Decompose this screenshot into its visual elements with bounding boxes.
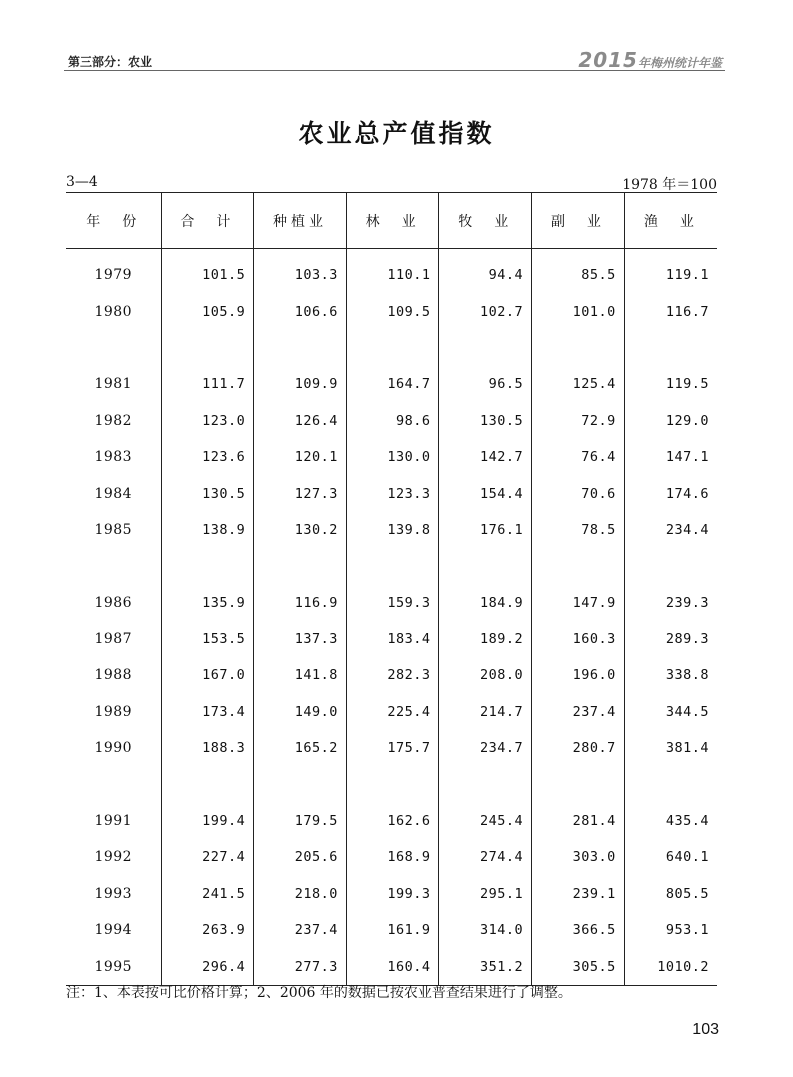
table-row: [66, 730, 717, 766]
table-row: [66, 475, 717, 511]
spacer-cell: [439, 330, 532, 366]
value-cell: 295.1: [439, 876, 532, 912]
table-row: [66, 621, 717, 657]
table-row: [66, 912, 717, 948]
value-cell: 160.4: [346, 948, 439, 985]
header-livestock: 牧 业: [439, 193, 532, 249]
value-cell: 282.3: [346, 657, 439, 693]
value-cell: 953.1: [624, 912, 717, 948]
value-cell: 130.2: [254, 512, 347, 548]
spacer-cell: [161, 548, 254, 584]
value-cell: 184.9: [439, 585, 532, 621]
index-table: [66, 192, 717, 986]
value-cell: 164.7: [346, 366, 439, 402]
value-cell: 123.6: [161, 439, 254, 475]
year-cell: 1985: [94, 521, 133, 538]
yearbook-name: 年梅州统计年鉴: [637, 56, 722, 70]
table-row: [66, 366, 717, 402]
value-cell: 241.5: [161, 876, 254, 912]
value-cell: 289.3: [624, 621, 717, 657]
value-cell: 239.3: [624, 585, 717, 621]
value-cell: 142.7: [439, 439, 532, 475]
value-cell: 130.0: [346, 439, 439, 475]
value-cell: 101.0: [532, 293, 625, 329]
value-cell: 153.5: [161, 621, 254, 657]
value-cell: 167.0: [161, 657, 254, 693]
value-cell: 106.6: [254, 293, 347, 329]
value-cell: 305.5: [532, 948, 625, 985]
group-spacer-row: [66, 766, 717, 802]
value-cell: 161.9: [346, 912, 439, 948]
year-cell: 1987: [94, 631, 133, 648]
spacer-cell: [439, 766, 532, 802]
value-cell: 139.8: [346, 512, 439, 548]
value-cell: 105.9: [161, 293, 254, 329]
year-cell: 1988: [94, 667, 133, 684]
year-cell: 1983: [94, 449, 133, 466]
value-cell: 227.4: [161, 839, 254, 875]
value-cell: 168.9: [346, 839, 439, 875]
footnote: 注：1、本表按可比价格计算；2、2006 年的数据已按农业普查结果进行了调整。: [66, 985, 572, 1001]
value-cell: 173.4: [161, 694, 254, 730]
spacer-cell: [254, 548, 347, 584]
table-row: [66, 585, 717, 621]
value-cell: 338.8: [624, 657, 717, 693]
spacer-cell: [161, 766, 254, 802]
header-crop: 种植业: [254, 193, 347, 249]
value-cell: 119.1: [624, 249, 717, 294]
value-cell: 135.9: [161, 585, 254, 621]
value-cell: 175.7: [346, 730, 439, 766]
value-cell: 94.4: [439, 249, 532, 294]
header-fishery: 渔 业: [624, 193, 717, 249]
spacer-cell: [624, 548, 717, 584]
value-cell: 239.1: [532, 876, 625, 912]
spacer-cell: [346, 548, 439, 584]
value-cell: 103.3: [254, 249, 347, 294]
header-year: 年 份: [66, 193, 161, 249]
value-cell: 314.0: [439, 912, 532, 948]
value-cell: 435.4: [624, 803, 717, 839]
section-label: 第三部分：农业: [68, 55, 153, 69]
year-cell: 1993: [94, 885, 133, 902]
value-cell: 280.7: [532, 730, 625, 766]
table-row: [66, 803, 717, 839]
value-cell: 189.2: [439, 621, 532, 657]
value-cell: 126.4: [254, 403, 347, 439]
spacer-cell: [254, 330, 347, 366]
year-cell: 1991: [94, 813, 133, 830]
group-spacer-row: [66, 548, 717, 584]
value-cell: 245.4: [439, 803, 532, 839]
spacer-cell: [439, 548, 532, 584]
value-cell: 205.6: [254, 839, 347, 875]
base-year-note: 1978 年＝100: [622, 177, 717, 193]
year-cell: 1994: [94, 922, 133, 939]
value-cell: 147.1: [624, 439, 717, 475]
table-row: [66, 293, 717, 329]
table-row: [66, 403, 717, 439]
value-cell: 102.7: [439, 293, 532, 329]
year-cell: 1980: [94, 303, 133, 320]
value-cell: 98.6: [346, 403, 439, 439]
value-cell: 149.0: [254, 694, 347, 730]
yearbook-year: 2015: [578, 48, 638, 72]
value-cell: 1010.2: [624, 948, 717, 985]
value-cell: 130.5: [161, 475, 254, 511]
value-cell: 110.1: [346, 249, 439, 294]
value-cell: 138.9: [161, 512, 254, 548]
value-cell: 159.3: [346, 585, 439, 621]
spacer-cell: [532, 330, 625, 366]
value-cell: 640.1: [624, 839, 717, 875]
spacer-cell: [624, 330, 717, 366]
value-cell: 303.0: [532, 839, 625, 875]
value-cell: 147.9: [532, 585, 625, 621]
value-cell: 76.4: [532, 439, 625, 475]
value-cell: 196.0: [532, 657, 625, 693]
value-cell: 165.2: [254, 730, 347, 766]
value-cell: 123.0: [161, 403, 254, 439]
table-row: [66, 657, 717, 693]
spacer-cell: [624, 766, 717, 802]
value-cell: 351.2: [439, 948, 532, 985]
year-cell: 1981: [94, 376, 133, 393]
value-cell: 188.3: [161, 730, 254, 766]
value-cell: 130.5: [439, 403, 532, 439]
year-cell: 1986: [94, 594, 133, 611]
table-number: 3—4: [66, 174, 98, 190]
yearbook-label: [578, 48, 722, 72]
value-cell: 154.4: [439, 475, 532, 511]
value-cell: 237.4: [532, 694, 625, 730]
page-header: [0, 0, 793, 72]
table-row: [66, 839, 717, 875]
spacer-cell: [66, 548, 161, 584]
header-sideline: 副 业: [532, 193, 625, 249]
value-cell: 344.5: [624, 694, 717, 730]
value-cell: 123.3: [346, 475, 439, 511]
value-cell: 281.4: [532, 803, 625, 839]
table-row: [66, 512, 717, 548]
table-row: [66, 439, 717, 475]
spacer-cell: [532, 548, 625, 584]
table-row: [66, 876, 717, 912]
year-cell: 1989: [94, 703, 133, 720]
header-forestry: 林 业: [346, 193, 439, 249]
value-cell: 111.7: [161, 366, 254, 402]
value-cell: 234.7: [439, 730, 532, 766]
value-cell: 199.4: [161, 803, 254, 839]
value-cell: 381.4: [624, 730, 717, 766]
value-cell: 199.3: [346, 876, 439, 912]
value-cell: 109.9: [254, 366, 347, 402]
table-row: [66, 694, 717, 730]
value-cell: 218.0: [254, 876, 347, 912]
value-cell: 120.1: [254, 439, 347, 475]
value-cell: 174.6: [624, 475, 717, 511]
year-cell: 1992: [94, 849, 133, 866]
page-title: 农业总产值指数: [298, 119, 495, 148]
value-cell: 366.5: [532, 912, 625, 948]
header-rule: [64, 70, 725, 71]
value-cell: 179.5: [254, 803, 347, 839]
value-cell: 162.6: [346, 803, 439, 839]
table-row: [66, 948, 717, 985]
table-row: [66, 249, 717, 294]
spacer-cell: [66, 330, 161, 366]
year-cell: 1990: [94, 740, 133, 757]
value-cell: 72.9: [532, 403, 625, 439]
spacer-cell: [346, 766, 439, 802]
value-cell: 96.5: [439, 366, 532, 402]
value-cell: 176.1: [439, 512, 532, 548]
value-cell: 125.4: [532, 366, 625, 402]
value-cell: 183.4: [346, 621, 439, 657]
value-cell: 234.4: [624, 512, 717, 548]
value-cell: 119.5: [624, 366, 717, 402]
table-header-row: [66, 193, 717, 249]
value-cell: 296.4: [161, 948, 254, 985]
value-cell: 116.9: [254, 585, 347, 621]
page-number: 103: [692, 1021, 719, 1038]
value-cell: 263.9: [161, 912, 254, 948]
value-cell: 160.3: [532, 621, 625, 657]
year-cell: 1995: [66, 948, 161, 985]
year-cell: 1982: [94, 412, 133, 429]
value-cell: 137.3: [254, 621, 347, 657]
value-cell: 70.6: [532, 475, 625, 511]
value-cell: 208.0: [439, 657, 532, 693]
spacer-cell: [346, 330, 439, 366]
value-cell: 116.7: [624, 293, 717, 329]
header-total: 合 计: [161, 193, 254, 249]
value-cell: 277.3: [254, 948, 347, 985]
value-cell: 129.0: [624, 403, 717, 439]
value-cell: 78.5: [532, 512, 625, 548]
value-cell: 214.7: [439, 694, 532, 730]
spacer-cell: [254, 766, 347, 802]
value-cell: 237.4: [254, 912, 347, 948]
spacer-cell: [532, 766, 625, 802]
spacer-cell: [161, 330, 254, 366]
spacer-cell: [66, 766, 161, 802]
value-cell: 109.5: [346, 293, 439, 329]
value-cell: 805.5: [624, 876, 717, 912]
value-cell: 225.4: [346, 694, 439, 730]
value-cell: 141.8: [254, 657, 347, 693]
value-cell: 274.4: [439, 839, 532, 875]
year-cell: 1984: [94, 485, 133, 502]
value-cell: 101.5: [161, 249, 254, 294]
value-cell: 85.5: [532, 249, 625, 294]
value-cell: 127.3: [254, 475, 347, 511]
group-spacer-row: [66, 330, 717, 366]
year-cell: 1979: [94, 267, 133, 284]
